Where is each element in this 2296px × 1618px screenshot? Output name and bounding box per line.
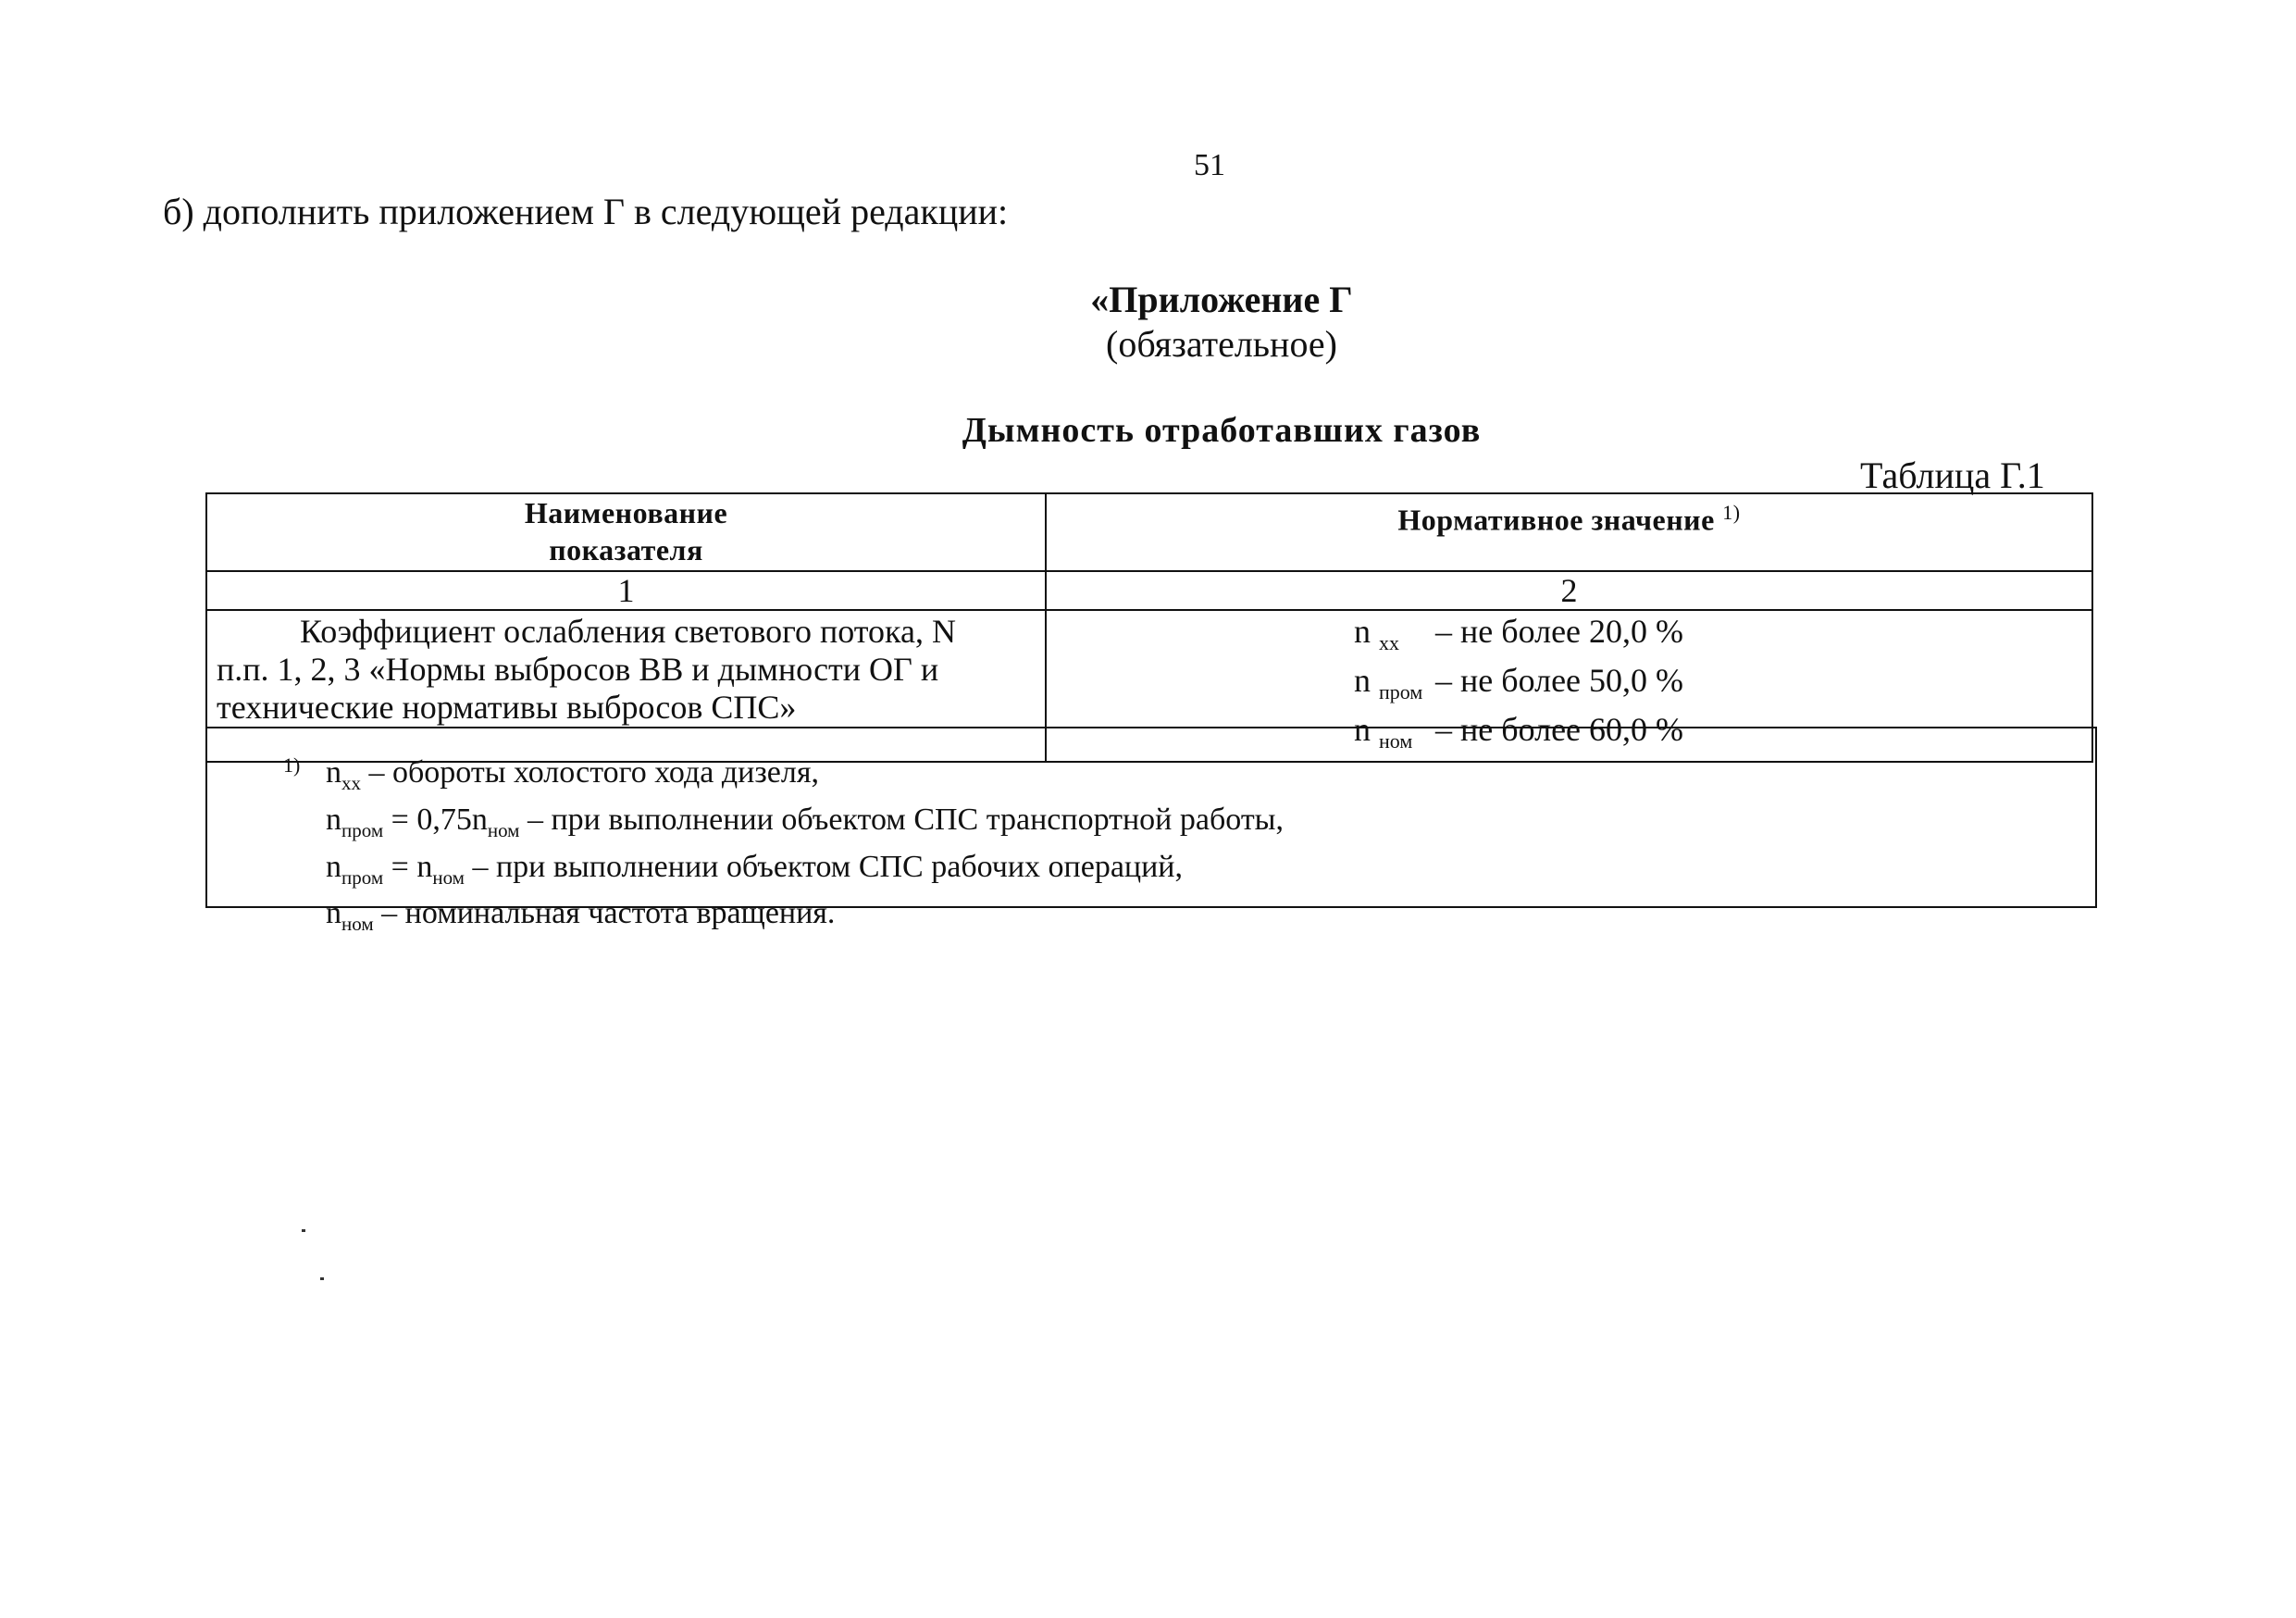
footnote-equation: = n [383,849,433,884]
norm-symbol: n [1354,711,1371,749]
intro-text: б) дополнить приложением Г в следующей редакции: [163,191,1009,232]
norm-value: – не более 50,0 % [1435,662,1684,700]
footnote-content [283,753,1285,942]
column-number-2: 2 [1046,571,2092,610]
footnote-line-1 [291,754,1284,802]
norm-value: – не более 60,0 % [1435,711,1684,749]
footnote-symbol: n [326,849,341,884]
header-norm-footnote-marker: 1) [1722,501,1741,524]
footnote-subscript: пром [341,818,384,841]
norms-table [205,492,2093,763]
footnote-symbol: n [326,755,341,790]
footnote-box [205,727,2097,936]
header-cell-indicator [206,493,1046,571]
appendix-title: «Приложение Г [1090,279,1353,320]
scan-speck [320,1277,324,1280]
scan-speck [302,1229,305,1232]
footnote-text: – обороты холостого хода дизеля, [361,755,819,790]
header-cell-norm [1046,493,2092,571]
column-number-1: 1 [206,571,1046,610]
footnote-text: – номинальная частота вращения. [373,896,836,931]
norm-subscript: пром [1379,680,1423,704]
norm-symbol: n [1354,662,1371,700]
norm-symbol: n [1354,613,1371,650]
indicator-name-line3: технические нормативы выбросов СПС» [217,689,797,726]
column-number-row [206,571,2092,610]
footnote-symbol: n [326,896,341,931]
norm-value: – не более 20,0 % [1435,613,1684,650]
indicator-name-line2: п.п. 1, 2, 3 «Нормы выбросов ВВ и дымности ОГ и [217,651,939,688]
footnote-line-3 [291,849,1284,896]
norm-subscript: ном [1379,729,1413,753]
header-norm-label: Нормативное значение [1397,503,1715,537]
footnote-symbol: n [326,802,341,837]
indicator-name-line1: Коэффициент ослабления светового потока, N [300,613,956,650]
header-indicator-line2: показателя [549,533,703,566]
footnote-subscript: ном [341,913,374,936]
footnote-text: – при выполнении объектом СПС рабочих операций, [464,849,1183,884]
footnote-subscript: ном [487,818,520,841]
page-number: 51 [1194,148,1225,182]
header-indicator-line1: Наименование [524,496,728,529]
footnote-marker: 1) [283,753,301,777]
footnote-line-4 [291,895,1284,942]
section-title: Дымность отработавших газов [962,411,1482,450]
appendix-subtitle: (обязательное) [1106,323,1337,365]
footnote-subscript: пром [341,865,384,889]
footnote-subscript: хх [341,771,361,794]
norm-row-idle [1047,613,2091,662]
footnote-line-2 [291,802,1284,849]
table-header-row [206,493,2092,571]
norm-subscript: хх [1379,631,1400,655]
footnote-subscript: ном [432,865,465,889]
footnote-text: – при выполнении объектом СПС транспортной работы, [519,802,1285,837]
footnote-equation: = 0,75n [383,802,488,837]
table-label: Таблица Г.1 [1860,454,2045,496]
norm-row-intermediate [1047,662,2091,711]
